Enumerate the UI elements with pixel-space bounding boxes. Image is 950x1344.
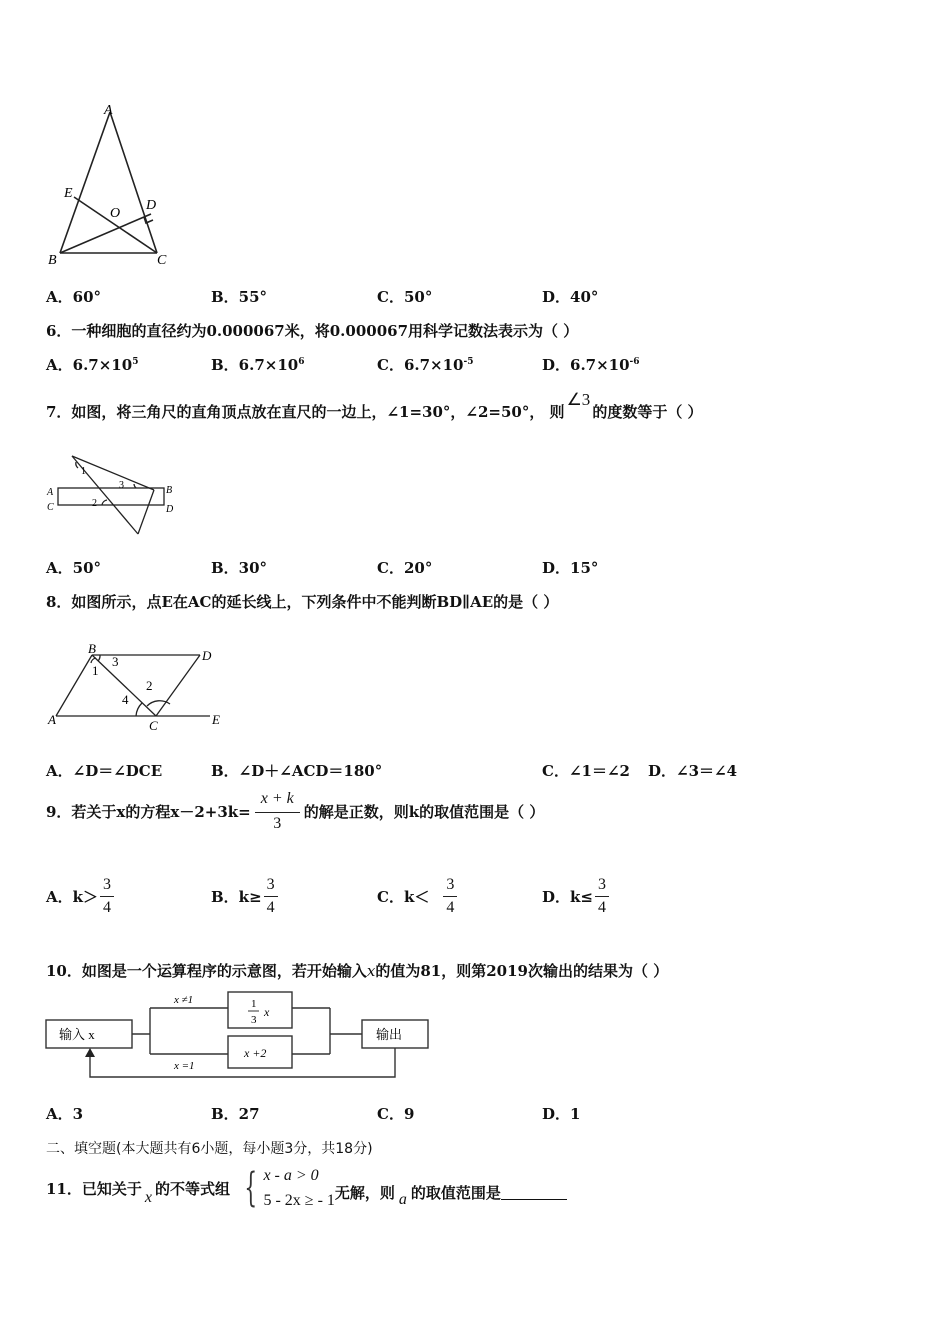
q9-fraction: $\frac{x + k}{3}$ [255,790,300,833]
q7-label-c: C [47,502,54,513]
q7-ruler-triangle-figure [44,452,184,540]
q8-option-d[interactable]: D．∠3＝∠4 [648,762,738,780]
section2-title: 二、填空题(本大题共有6小题，每小题3分，共18分) [46,1141,373,1157]
q7-label-d: D [166,504,174,515]
q8-stem: 8．如图所示，点E在AC的延长线上，下列条件中不能判断BD∥AE的是（ ） [46,593,559,611]
q8-label-b: B [88,641,96,656]
q5-option-c[interactable]: C．50° [377,288,433,306]
q10-op-top-box [228,992,292,1028]
q8-label-a: A [48,712,56,727]
q8-label-4: 4 [122,692,129,707]
q5-label-c: C [157,253,167,268]
q5-option-b[interactable]: B．55° [211,288,268,306]
q10-op-top-den: 3 [251,1014,257,1026]
q10-option-c[interactable]: C．9 [377,1105,415,1123]
q5-label-a: A [104,103,113,118]
q7-label-a: A [47,487,54,498]
q7-option-c[interactable]: C．20° [377,559,433,577]
q5-option-a[interactable]: A．60° [46,288,102,306]
q6-option-b[interactable]: B．$6.7\times 10^6$ [211,356,305,374]
q10-output-label: 输出 [376,1027,403,1042]
q6-option-a[interactable]: A．$6.7\times 10^5$ [46,356,139,374]
q10-flowchart [44,988,434,1082]
q5-label-d: D [146,198,157,213]
q7-stem: 7．如图，将三角尺的直角顶点放在直尺的一边上，∠1=30°，∠2=50°， 则∠3的度数等于（ ） [46,390,703,421]
q6-option-d[interactable]: D．$6.7\times 10^{-6}$ [542,356,640,374]
q8-label-1: 1 [92,663,99,678]
q9-option-c[interactable]: C．k＜ $\frac{3}{4}$ [377,876,457,917]
q5-label-e: E [64,186,73,201]
q5-label-o: O [110,206,121,221]
q10-option-a[interactable]: A．3 [46,1105,84,1123]
q8-label-e: E [212,712,220,727]
q7-option-b[interactable]: B．30° [211,559,268,577]
q10-op-top-num: 1 [251,998,257,1010]
q7-label-b: B [166,485,173,496]
q5-triangle-figure [40,98,180,270]
q11-answer-blank[interactable] [501,1185,567,1200]
q7-label-3: 3 [119,480,124,491]
q10-cond-bottom: x =1 [174,1060,195,1072]
q9-option-b[interactable]: B．k≥ $\frac{3}{4}$ [211,876,278,917]
q7-option-a[interactable]: A．50° [46,559,102,577]
q5-label-b: B [48,253,57,268]
q10-option-b[interactable]: B．27 [211,1105,260,1123]
q11-stem: 11．已知关于 x 的不等式组 { x - a > 0 5 - 2x ≥ - 1 无解，则 a 的取值范围是 [46,1162,567,1214]
q7-label-2: 2 [92,498,97,509]
q10-option-d[interactable]: D．1 [542,1105,581,1123]
q10-op-bottom: x +2 [244,1046,267,1060]
q6-stem: 6．一种细胞的直径约为0.000067米，将0.000067用科学记数法表示为（ ） [46,322,579,340]
q9-option-a[interactable]: A．k＞ $\frac{3}{4}$ [46,876,114,917]
q7-option-d[interactable]: D．15° [542,559,599,577]
q8-label-3: 3 [112,654,119,669]
q10-input-label: 输入 x [59,1027,95,1042]
q5-option-d[interactable]: D．40° [542,288,599,306]
q8-option-b[interactable]: B．∠D＋∠ACD＝180° [211,762,383,780]
q7-angle3: ∠3 [566,390,591,409]
q8-label-2: 2 [146,678,153,693]
q11-inequality-system: { x - a > 0 5 - 2x ≥ - 1 [244,1165,335,1211]
q10-op-top-var: x [264,1005,270,1019]
q6-option-c[interactable]: C．$6.7\times 10^{-5}$ [377,356,474,374]
q7-label-1: 1 [81,466,86,477]
q8-label-c: C [149,718,158,733]
q9-option-d[interactable]: D．k≤ $\frac{3}{4}$ [542,876,609,917]
q10-stem: 10．如图是一个运算程序的示意图，若开始输入x的值为81，则第2019次输出的结果为（ ） [46,962,669,980]
q8-option-a[interactable]: A．∠D＝∠DCE [46,762,163,780]
q9-stem: 9．若关于x的方程x－2+3k= $\frac{x + k}{3}$ 的解是正数，则k的取值范围是（ ） [46,790,545,832]
q8-label-d: D [202,648,212,663]
q8-parallelogram-figure [44,638,234,734]
q8-option-c[interactable]: C．∠1＝∠2 [542,762,630,780]
q10-cond-top: x ≠1 [174,994,194,1006]
